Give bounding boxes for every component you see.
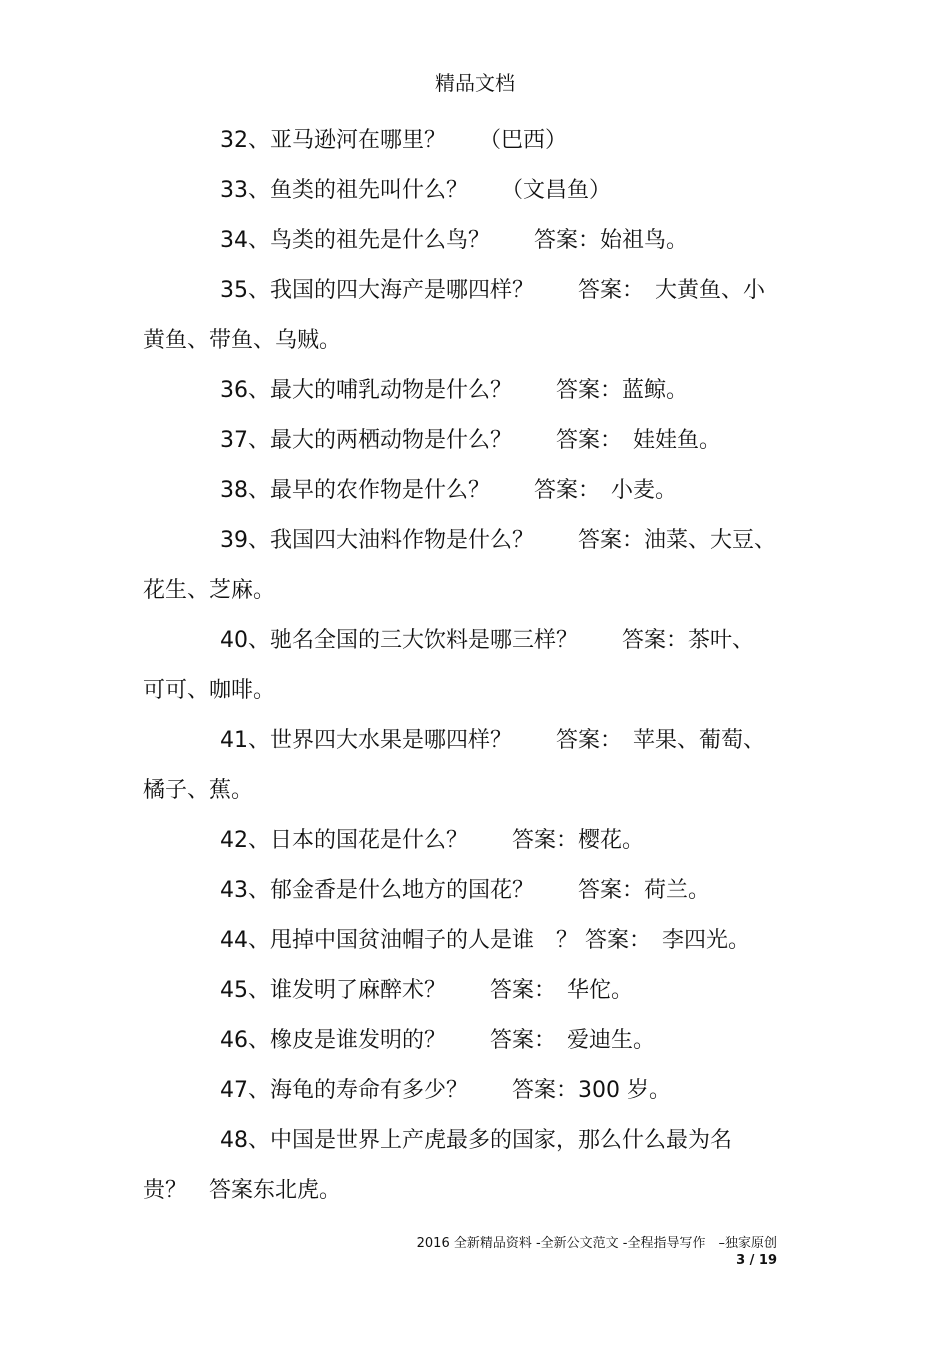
- qa-line-48-cont: 贵？ 答案东北虎。: [143, 1178, 342, 1203]
- qa-line-41: 41、世界四大水果是哪四样？ 答案： 苹果、葡萄、: [220, 728, 765, 753]
- qa-line-48: 48、中国是世界上产虎最多的国家，那么什么最为名: [220, 1128, 732, 1153]
- qa-line-36: 36、最大的哺乳动物是什么？ 答案：蓝鲸。: [220, 378, 688, 403]
- qa-line-45: 45、谁发明了麻醉术？ 答案： 华佗。: [220, 978, 633, 1003]
- qa-line-38: 38、最早的农作物是什么？ 答案： 小麦。: [220, 478, 677, 503]
- page-header: 精品文档: [435, 71, 515, 95]
- qa-line-47: 47、海龟的寿命有多少？ 答案：300 岁。: [220, 1078, 671, 1103]
- qa-line-37: 37、最大的两栖动物是什么？ 答案： 娃娃鱼。: [220, 428, 721, 453]
- page-number: 3 / 19: [736, 1253, 777, 1268]
- qa-line-41-cont: 橘子、蕉。: [143, 778, 254, 803]
- qa-line-39: 39、我国四大油料作物是什么？ 答案：油菜、大豆、: [220, 528, 776, 553]
- qa-line-46: 46、橡皮是谁发明的？ 答案： 爱迪生。: [220, 1028, 655, 1053]
- qa-line-35-cont: 黄鱼、带鱼、乌贼。: [143, 328, 342, 353]
- qa-line-33: 33、鱼类的祖先叫什么？ （文昌鱼）: [220, 178, 611, 203]
- qa-line-35: 35、我国的四大海产是哪四样？ 答案： 大黄鱼、小: [220, 278, 765, 303]
- qa-line-40: 40、驰名全国的三大饮料是哪三样？ 答案：茶叶、: [220, 628, 754, 653]
- footer-text: 2016 全新精品资料 -全新公文范文 -全程指导写作 –独家原创: [416, 1236, 777, 1251]
- qa-line-39-cont: 花生、芝麻。: [143, 578, 276, 603]
- qa-line-34: 34、鸟类的祖先是什么鸟？ 答案：始祖鸟。: [220, 228, 688, 253]
- qa-line-43: 43、郁金香是什么地方的国花？ 答案：荷兰。: [220, 878, 710, 903]
- qa-line-32: 32、亚马逊河在哪里？ （巴西）: [220, 128, 567, 153]
- qa-line-44: 44、甩掉中国贫油帽子的人是谁 ？ 答案： 李四光。: [220, 928, 750, 953]
- qa-line-40-cont: 可可、咖啡。: [143, 678, 276, 703]
- qa-line-42: 42、日本的国花是什么？ 答案：樱花。: [220, 828, 644, 853]
